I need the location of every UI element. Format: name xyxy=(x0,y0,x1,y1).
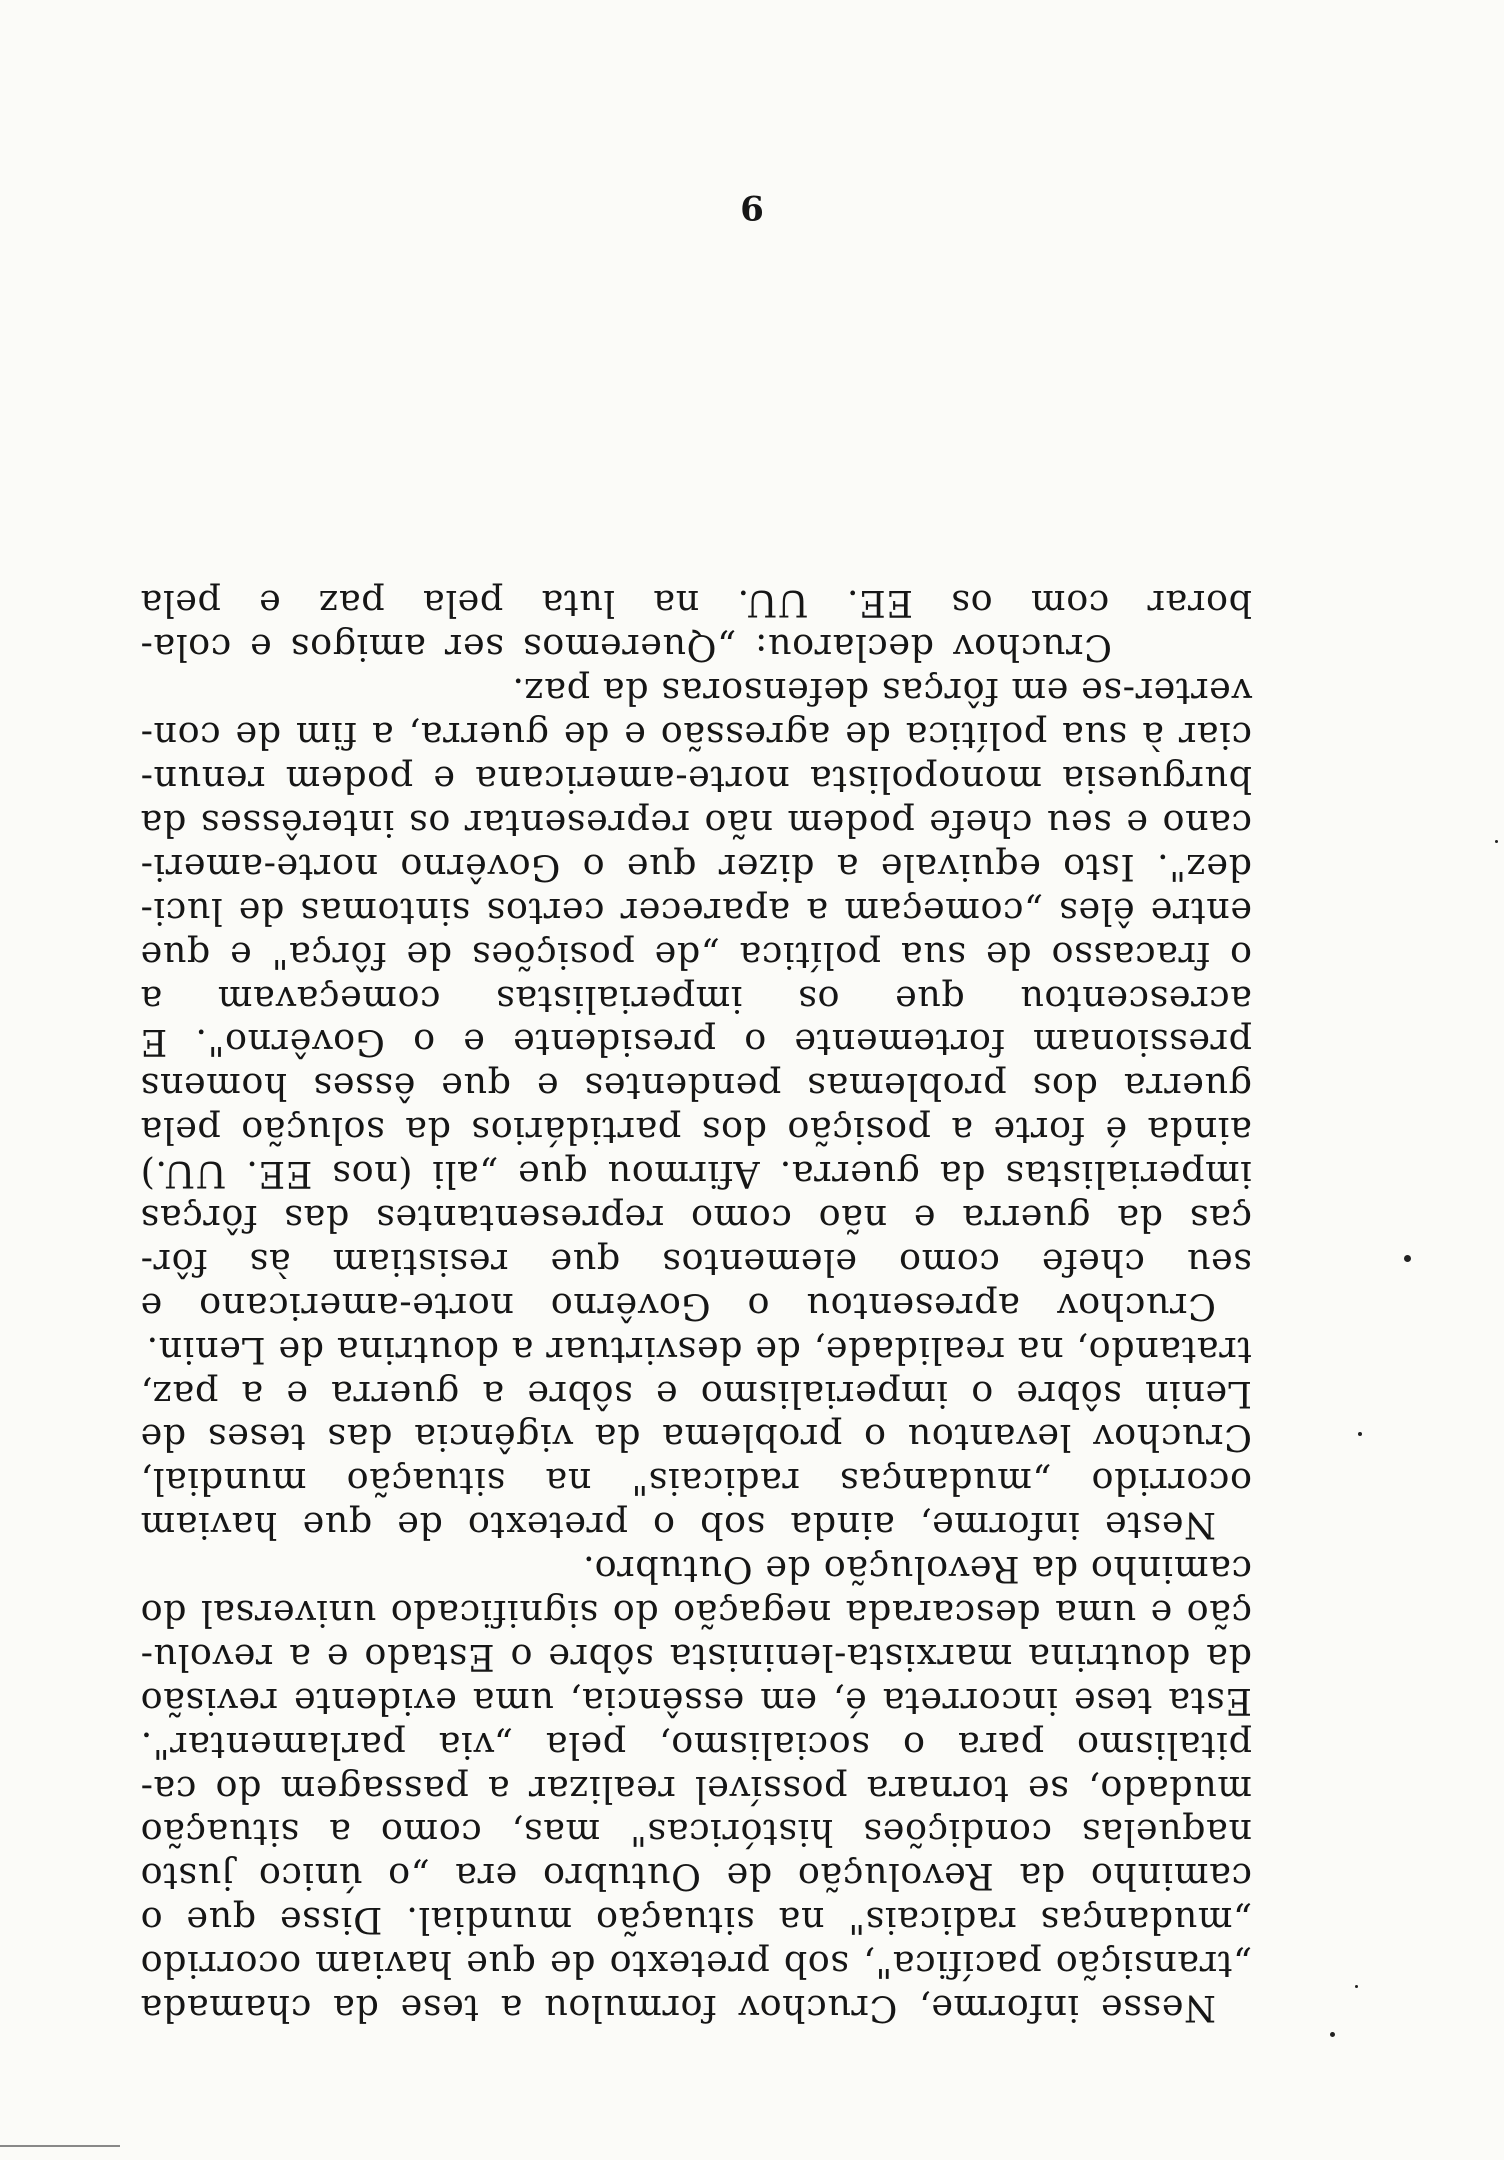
text-line: naquelas condições históricas" mas, como a situação xyxy=(140,1811,1252,1855)
scan-speck xyxy=(1495,840,1498,843)
text-line: guerra dos problemas pendentes e que êsses homens xyxy=(140,1065,1252,1109)
text-line: Neste informe, ainda sob o pretexto de que haviam xyxy=(140,1504,1216,1548)
text-line: imperialistas da guerra. Afirmou que „ali (nos EE. UU.) xyxy=(140,1153,1252,1197)
scan-speck xyxy=(1355,1985,1358,1988)
text-line: ainda é forte a posição dos partidários da solução pela xyxy=(140,1109,1252,1153)
text-line: „transição pacífica", sob pretexto de que haviam ocorrido xyxy=(140,1943,1252,1987)
text-line: caminho da Revolução de Outubro era „o único justo xyxy=(140,1855,1252,1899)
text-line: „mudanças radicais" na situação mundial. Disse que o xyxy=(140,1899,1252,1943)
text-line: ças da guerra e não como representantes das fôrças xyxy=(140,1196,1252,1240)
text-line: verter-se em fôrças defensoras da paz. xyxy=(511,670,1252,714)
text-line: Nesse informe, Cruchov formulou a tese da chamada xyxy=(140,1987,1216,2030)
text-line: Esta tese incorreta é, em essência, uma evidente revisão xyxy=(140,1679,1252,1723)
text-line: seu chefe como elementos que resistiam às fôr- xyxy=(140,1240,1252,1284)
text-line: burguesia monopolista norte-americana e podem renun- xyxy=(140,758,1252,802)
scan-speck xyxy=(1404,1255,1411,1262)
text-line: Cruchov apresentou o Govêrno norte-americano e xyxy=(140,1284,1216,1328)
text-line: Lenin sôbre o imperialismo e sôbre a guerra e a paz, xyxy=(140,1372,1252,1416)
text-line: mudado, se tornara possível realizar a passagem do ca- xyxy=(140,1767,1252,1811)
text-line: ocorrido „mudanças radicais" na situação mundial, xyxy=(140,1460,1252,1504)
scan-speck xyxy=(1358,1432,1362,1436)
text-line: da doutrina marxista-leninista sôbre o Estado e a revolu- xyxy=(140,1635,1252,1679)
text-line: caminho da Revolução de Outubro. xyxy=(582,1548,1252,1592)
text-line: ção e uma descarada negação do significado universal do xyxy=(140,1591,1252,1635)
text-line: cano e seu chefe podem não representar os interêsses da xyxy=(140,801,1252,845)
text-line: acrescentou que os imperialistas começavam a xyxy=(140,977,1252,1021)
text-line: pitalismo para o socialismo, pela „via parlamentar". xyxy=(140,1723,1252,1767)
text-line: pressionam fortemente o presidente e o Govêrno". E xyxy=(140,1021,1252,1065)
scan-edge-line xyxy=(0,2145,120,2147)
text-line: o fracasso de sua política „de posições de fôrça" e que xyxy=(140,933,1252,977)
scan-speck xyxy=(1330,2032,1335,2037)
text-line: ciar à sua política de agressão e de guerra, a fim de con- xyxy=(140,714,1252,758)
text-line: entre êles „começam a aparecer certos sintomas de luci- xyxy=(140,889,1252,933)
text-line: tratando, na realidade, de desvirtuar a doutrina de Lenin. xyxy=(145,1328,1252,1372)
page-number: 9 xyxy=(740,187,764,227)
text-line: Cruchov levantou o problema da vigência das teses de xyxy=(140,1416,1252,1460)
text-line: borar com os EE. UU. na luta pela paz e pela xyxy=(140,582,1252,626)
text-line: Cruchov declarou: „Queremos ser amigos e cola- xyxy=(140,626,1112,670)
body-text xyxy=(140,582,1252,2030)
text-line: dez". Isto equivale a dizer que o Govêrno norte-ameri- xyxy=(140,845,1252,889)
